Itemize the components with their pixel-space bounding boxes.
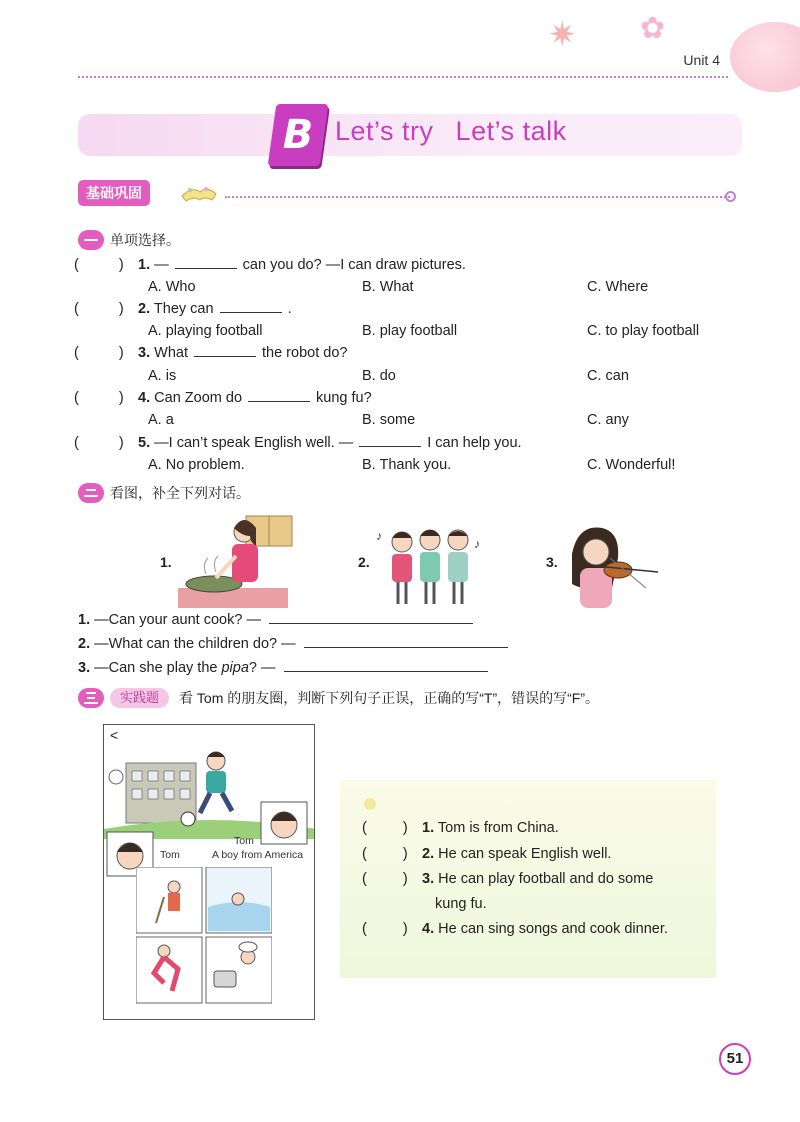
q3-item-3: ( ) 3. He can play football and do some [362, 871, 654, 887]
aunt-cooking-illustration [176, 512, 296, 610]
q1-2-option-a: A. playing football [148, 323, 263, 339]
answer-blank[interactable] [220, 301, 282, 313]
q1-1-option-b: B. What [362, 279, 414, 295]
children-singing-illustration [374, 524, 484, 610]
q2-instruction: 看图，补全下列对话。 [110, 485, 250, 501]
q2-line-1: 1. —Can your aunt cook? — [78, 612, 473, 628]
number-two-badge [78, 483, 104, 503]
q1-2-option-c: C. to play football [587, 323, 700, 339]
answer-line[interactable] [284, 660, 488, 672]
q1-1-option-c: C. Where [587, 279, 649, 295]
svg-text:♪: ♪ [376, 529, 382, 543]
post-author-name: Tom [160, 849, 180, 861]
q1-heading [78, 229, 180, 251]
q3-item-4: ( ) 4. He can sing songs and cook dinner. [362, 921, 668, 937]
page-number: 51 [719, 1043, 751, 1075]
q3-item-3-continued: kung fu. [435, 896, 487, 912]
header-divider [78, 76, 728, 78]
q1-4-option-c: C. any [587, 412, 629, 428]
post-photos-grid [136, 867, 272, 1007]
answer-blank[interactable] [194, 345, 256, 357]
q2-heading [78, 482, 250, 504]
q1-1-option-a: A. Who [148, 279, 196, 295]
tom-moments-feed [103, 724, 315, 1020]
q1-instruction: 单项选择。 [110, 232, 180, 248]
corner-decoration [730, 22, 800, 92]
svg-text:♪: ♪ [474, 537, 480, 551]
q1-item-2: ( ) 2. They can . [74, 301, 292, 317]
answer-blank[interactable] [359, 435, 421, 447]
q1-5-option-b: B. Thank you. [362, 457, 452, 473]
girl-playing-violin-illustration [566, 524, 662, 610]
number-three-badge [78, 688, 104, 708]
q1-item-3: ( ) 3. What the robot do? [74, 345, 348, 361]
dot-decoration [364, 798, 376, 810]
q1-5-option-a: A. No problem. [148, 457, 245, 473]
q2-line-3: 3. —Can she play the pipa? — [78, 660, 488, 676]
q1-4-option-a: A. a [148, 412, 174, 428]
unit-label: Unit 4 [683, 52, 720, 68]
q3-heading [78, 687, 599, 709]
answer-line[interactable] [269, 612, 473, 624]
q2-line-2: 2. —What can the children do? — [78, 636, 508, 652]
answer-line[interactable] [304, 636, 508, 648]
q1-item-1: ( ) 1. — can you do? —I can draw pictures. [74, 257, 466, 273]
profile-name: Tom [234, 835, 254, 847]
q1-5-option-c: C. Wonderful! [587, 457, 676, 473]
practice-tag: 实践题 [110, 688, 169, 708]
q1-4-option-b: B. some [362, 412, 416, 428]
q1-item-4: ( ) 4. Can Zoom do kung fu? [74, 390, 372, 406]
answer-blank[interactable] [248, 390, 310, 402]
section-tag: 基础巩固 [78, 180, 150, 206]
profile-subtitle: A boy from America [212, 849, 304, 861]
star-decoration-icon: ✷ [548, 16, 577, 54]
tom-avatar [260, 801, 308, 845]
q1-3-option-c: C. can [587, 368, 629, 384]
back-arrow-icon[interactable]: < [110, 727, 119, 743]
q3-item-1: ( ) 1. Tom is from China. [362, 820, 559, 836]
flower-decoration-icon: ✿ [640, 12, 666, 45]
q3-instruction: 看 Tom 的朋友圈，判断下列句子正误，正确的写“T”，错误的写“F”。 [179, 690, 599, 706]
answer-blank[interactable] [175, 257, 237, 269]
q1-2-option-b: B. play football [362, 323, 458, 339]
q3-item-2: ( ) 2. He can speak English well. [362, 846, 612, 862]
q1-3-option-a: A. is [148, 368, 177, 384]
picture-number-3: 3. [546, 554, 558, 570]
lesson-title: Let’s try Let’s talk [335, 116, 567, 146]
q1-item-5: ( ) 5. —I can’t speak English well. — I can help you. [74, 435, 522, 451]
picture-number-1: 1. [160, 554, 172, 570]
number-one-badge [78, 230, 104, 250]
book-decoration-icon [178, 182, 218, 204]
q1-3-option-b: B. do [362, 368, 396, 384]
section-divider [225, 196, 730, 198]
picture-number-2: 2. [358, 554, 370, 570]
part-b-badge: B [268, 104, 329, 166]
divider-end-dot [725, 191, 736, 202]
